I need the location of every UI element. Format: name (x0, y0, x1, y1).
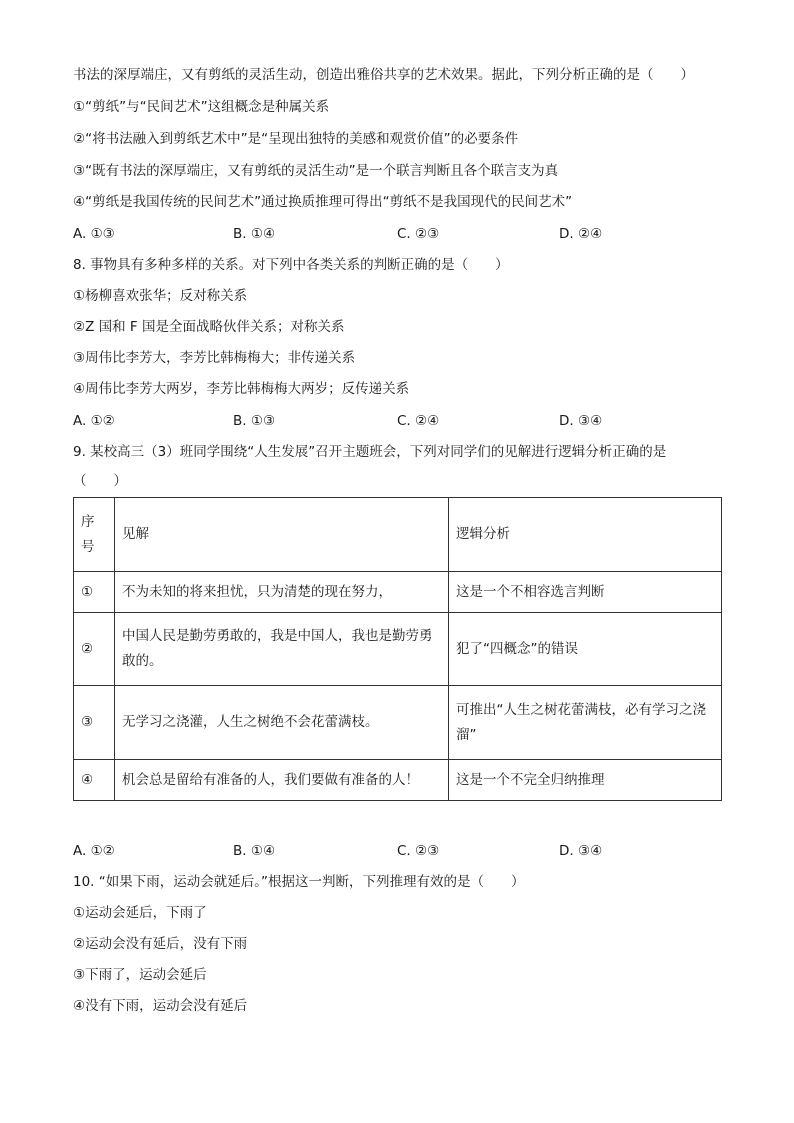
q7-item-1: ①“剪纸”与“民间艺术”这组概念是种属关系 (73, 99, 330, 115)
q8-option-b: B. ①③ (233, 413, 276, 429)
row-index: ④ (74, 760, 115, 801)
q10-item-1: ①运动会延后，下雨了 (73, 905, 207, 921)
q8-stem: 8. 事物具有多种多样的关系。对下列中各类关系的判断正确的是（ ） (73, 257, 509, 273)
q9-options (73, 842, 713, 860)
header-opinion: 见解 (115, 498, 449, 572)
header-analysis: 逻辑分析 (449, 498, 722, 572)
q10-item-3: ③下雨了，运动会延后 (73, 967, 207, 983)
row-index: ③ (74, 686, 115, 760)
q10-item-4: ④没有下雨，运动会没有延后 (73, 998, 248, 1014)
q9-table (73, 497, 722, 801)
q9-stem-paren: （ ） (73, 473, 127, 489)
q10-item-2: ②运动会没有延后，没有下雨 (73, 936, 248, 952)
q10-stem: 10. “如果下雨，运动会就延后。”根据这一判断，下列推理有效的是（ ） (73, 874, 525, 890)
table-row (74, 760, 722, 801)
q8-item-4: ④周伟比李芳大两岁，李芳比韩梅梅大两岁；反传递关系 (73, 381, 410, 397)
q7-item-2: ②“将书法融入到剪纸艺术中”是“呈现出独特的美感和观赏价值”的必要条件 (73, 131, 519, 147)
q8-item-2: ②Z 国和 F 国是全面战略伙伴关系；对称关系 (73, 319, 345, 335)
row-opinion: 中国人民是勤劳勇敢的，我是中国人，我也是勤劳勇敢的。 (115, 613, 449, 686)
row-index: ② (74, 613, 115, 686)
table-row (74, 686, 722, 760)
row-analysis: 犯了“四概念”的错误 (449, 613, 722, 686)
table-row (74, 613, 722, 686)
q8-option-d: D. ③④ (559, 413, 603, 429)
q7-item-3: ③“既有书法的深厚端庄，又有剪纸的灵活生动”是一个联言判断且各个联言支为真 (73, 163, 559, 179)
q7-options (73, 225, 713, 243)
q9-option-c: C. ②③ (397, 843, 440, 859)
q7-option-d: D. ②④ (559, 226, 603, 242)
row-analysis: 可推出“人生之树花蕾满枝，必有学习之浇溜” (449, 686, 722, 760)
table-header-row (74, 498, 722, 572)
q7-option-a: A. ①③ (73, 226, 115, 242)
row-opinion: 无学习之浇灌，人生之树绝不会花蕾满枝。 (115, 686, 449, 760)
q8-option-a: A. ①② (73, 413, 115, 429)
row-analysis: 这是一个不相容选言判断 (449, 572, 722, 613)
q7-option-c: C. ②③ (397, 226, 440, 242)
q9-stem: 9. 某校高三（3）班同学围绕“人生发展”召开主题班会，下列对同学们的见解进行逻辑分析正确的是 (73, 444, 667, 460)
q9-option-a: A. ①② (73, 843, 115, 859)
row-opinion: 机会总是留给有准备的人，我们要做有准备的人！ (115, 760, 449, 801)
q7-option-b: B. ①④ (233, 226, 276, 242)
q8-item-3: ③周伟比李芳大，李芳比韩梅梅大；非传递关系 (73, 350, 356, 366)
row-index: ① (74, 572, 115, 613)
q8-option-c: C. ②④ (397, 413, 440, 429)
q7-stem-tail: 书法的深厚端庄，又有剪纸的灵活生动，创造出雅俗共享的艺术效果。据此，下列分析正确的是（ ） (73, 67, 694, 83)
row-opinion: 不为未知的将来担忧，只为清楚的现在努力， (115, 572, 449, 613)
q8-options (73, 412, 713, 430)
q9-option-b: B. ①④ (233, 843, 276, 859)
table-row (74, 572, 722, 613)
header-index: 序号 (74, 498, 115, 572)
q8-item-1: ①杨柳喜欢张华；反对称关系 (73, 288, 248, 304)
row-analysis: 这是一个不完全归纳推理 (449, 760, 722, 801)
q7-item-4: ④“剪纸是我国传统的民间艺术”通过换质推理可得出“剪纸不是我国现代的民间艺术” (73, 194, 573, 210)
q9-option-d: D. ③④ (559, 843, 603, 859)
